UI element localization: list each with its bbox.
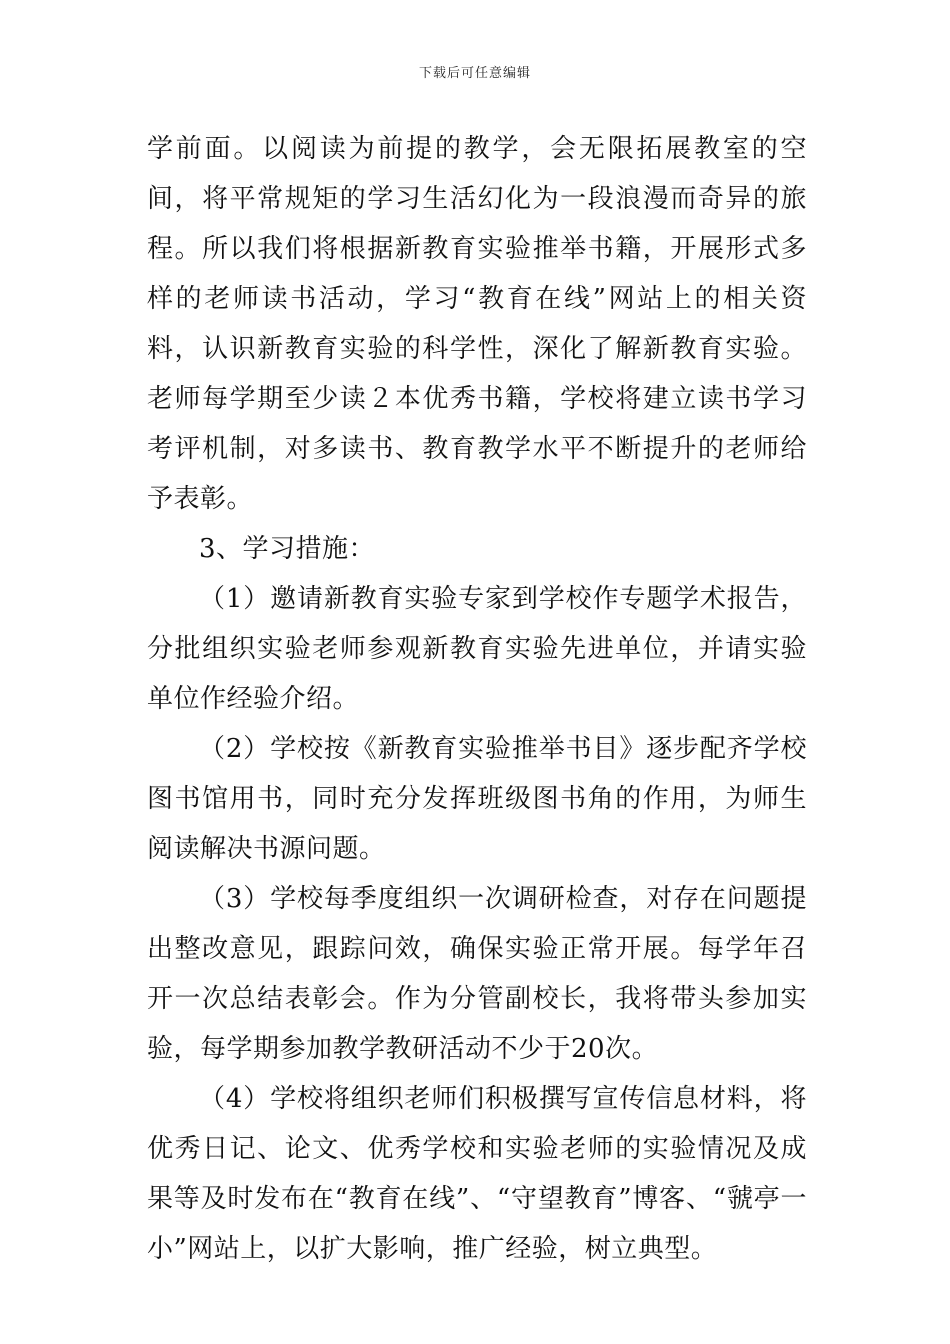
measure-item-4: （4）学校将组织老师们积极撰写宣传信息材料，将优秀日记、论文、优秀学校和实验老师的实验情况及成果等及时发布在“教育在线”、“守望教育”博客、“虢亭一小”网站上，以扩大影响，推广经验，树立典型。 [147, 1084, 807, 1264]
measure-item-2: （2）学校按《新教育实验推举书目》逐步配齐学校图书馆用书，同时充分发挥班级图书角的作用，为师生阅读解决书源问题。 [147, 734, 807, 864]
measure-item-3: （3）学校每季度组织一次调研检查，对存在问题提出整改意见，跟踪问效，确保实验正常开展。每学年召开一次总结表彰会。作为分管副校长，我将带头参加实验，每学期参加教学教研活动不少于20次。 [147, 884, 807, 1064]
measure-item-1: （1）邀请新教育实验专家到学校作专题学术报告，分批组织实验老师参观新教育实验先进单位，并请实验单位作经验介绍。 [147, 584, 807, 714]
document-body [147, 124, 807, 1274]
page-header-note: 下载后可任意编辑 [418, 66, 531, 81]
paragraph-continuation: 学前面。以阅读为前提的教学，会无限拓展教室的空间，将平常规矩的学习生活幻化为一段浪漫而奇异的旅程。所以我们将根据新教育实验推举书籍，开展形式多样的老师读书活动，学习“教育在线”网站上的相关资料，认识新教育实验的科学性，深化了解新教育实验。老师每学期至少读２本优秀书籍，学校将建立读书学习考评机制，对多读书、教育教学水平不断提升的老师给予表彰。 [147, 134, 807, 514]
section-heading-learning-measures: 3、学习措施： [199, 534, 376, 564]
